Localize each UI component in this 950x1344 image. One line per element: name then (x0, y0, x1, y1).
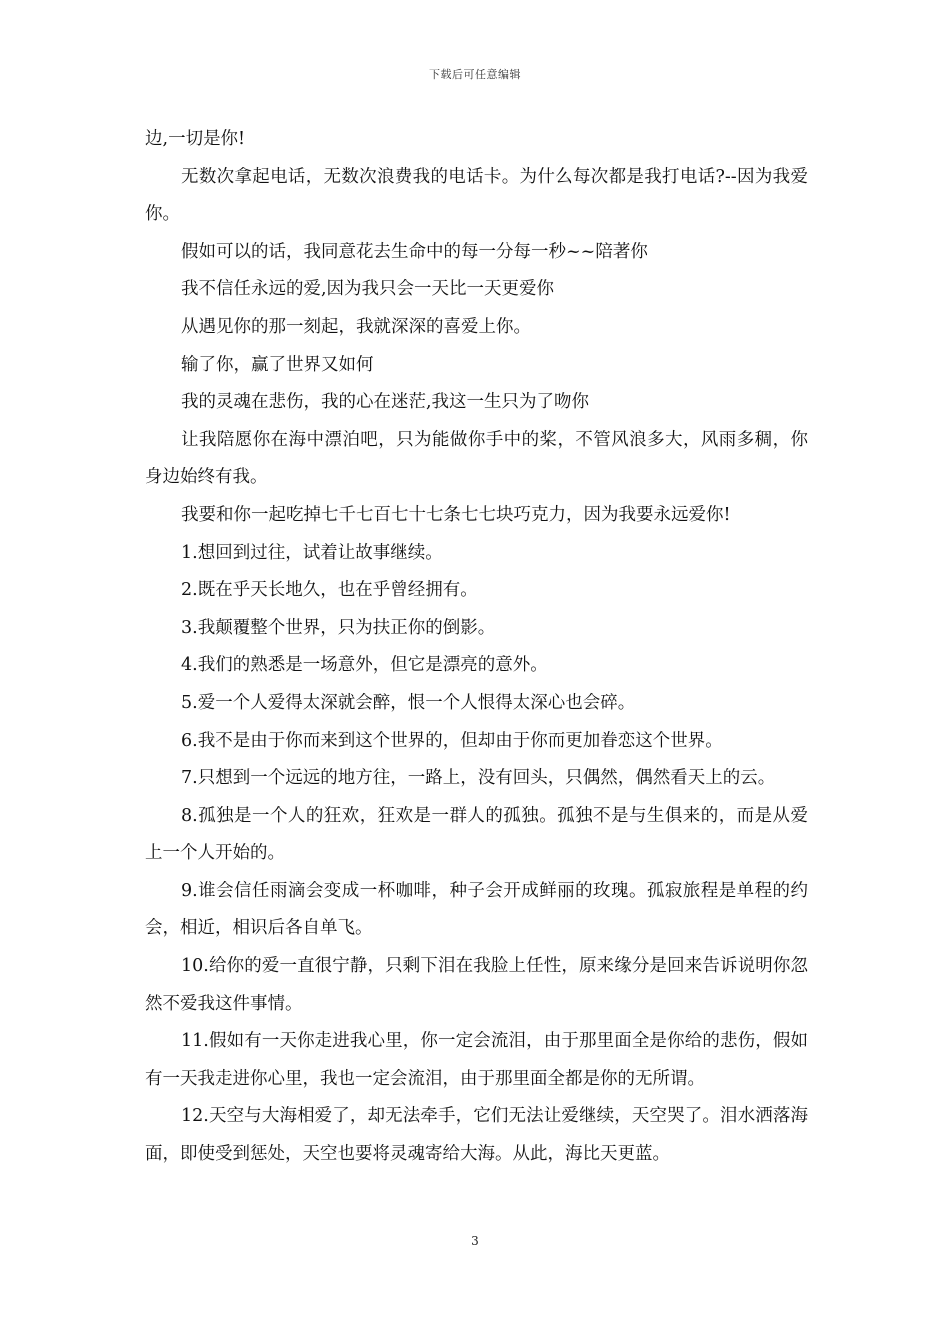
list-item-10: 10.给你的爱一直很宁静，只剩下泪在我脸上任性，原来缘分是回来告诉说明你忽然不爱我这件事情。 (145, 956, 808, 1014)
paragraph-0: 边,一切是你! (145, 129, 246, 149)
paragraph-6: 我的灵魂在悲伤，我的心在迷茫,我这一生只为了吻你 (181, 392, 590, 413)
list-item-5: 5.爱一个人爱得太深就会醉，恨一个人恨得太深心也会碎。 (181, 692, 636, 713)
list-item-1: 1.想回到过往，试着让故事继续。 (181, 542, 443, 563)
list-item-9: 9.谁会信任雨滴会变成一杯咖啡，种子会开成鲜丽的玫瑰。孤寂旅程是单程的约会，相近，相识后各自单飞。 (145, 880, 808, 939)
paragraph-3: 我不信任永远的爱,因为我只会一天比一天更爱你 (181, 279, 555, 300)
list-item-3: 3.我颠覆整个世界，只为扶正你的倒影。 (181, 617, 496, 638)
list-item-11: 11.假如有一天你走进我心里，你一定会流泪，由于那里面全是你给的悲伤，假如有一天我走进你心里，我也一定会流泪，由于那里面全都是你的无所谓。 (145, 1031, 808, 1089)
list-item-4: 4.我们的熟悉是一场意外，但它是漂亮的意外。 (181, 655, 548, 676)
paragraph-7: 让我陪愿你在海中漂泊吧，只为能做你手中的桨，不管风浪多大，风雨多稠，你身边始终有我。 (145, 429, 808, 488)
paragraph-8: 我要和你一起吃掉七千七百七十七条七七块巧克力，因为我要永远爱你! (181, 504, 731, 525)
paragraph-1: 无数次拿起电话，无数次浪费我的电话卡。为什么每次都是我打电话?--因为我爱你。 (145, 166, 808, 225)
paragraph-4: 从遇见你的那一刻起，我就深深的喜爱上你。 (181, 316, 531, 337)
list-item-12: 12.天空与大海相爱了，却无法牵手，它们无法让爱继续，天空哭了。泪水洒落海面，即使受到惩处，天空也要将灵魂寄给大海。从此，海比天更蓝。 (145, 1106, 808, 1165)
list-item-7: 7.只想到一个远远的地方往，一路上，没有回头，只偶然，偶然看天上的云。 (181, 768, 776, 789)
paragraph-5: 输了你，赢了世界又如何 (181, 354, 374, 375)
list-item-2: 2.既在乎天长地久，也在乎曾经拥有。 (181, 580, 478, 601)
list-item-6: 6.我不是由于你而来到这个世界的，但却由于你而更加眷恋这个世界。 (181, 730, 723, 751)
paragraph-2: 假如可以的话，我同意花去生命中的每一分每一秒~~陪著你 (181, 241, 648, 262)
page-number: 3 (471, 1234, 479, 1248)
page-header: 下载后可任意编辑 (429, 68, 521, 81)
document-body (145, 121, 808, 1174)
list-item-8: 8.孤独是一个人的狂欢，狂欢是一群人的孤独。孤独不是与生俱来的，而是从爱上一个人开始的。 (145, 805, 808, 864)
